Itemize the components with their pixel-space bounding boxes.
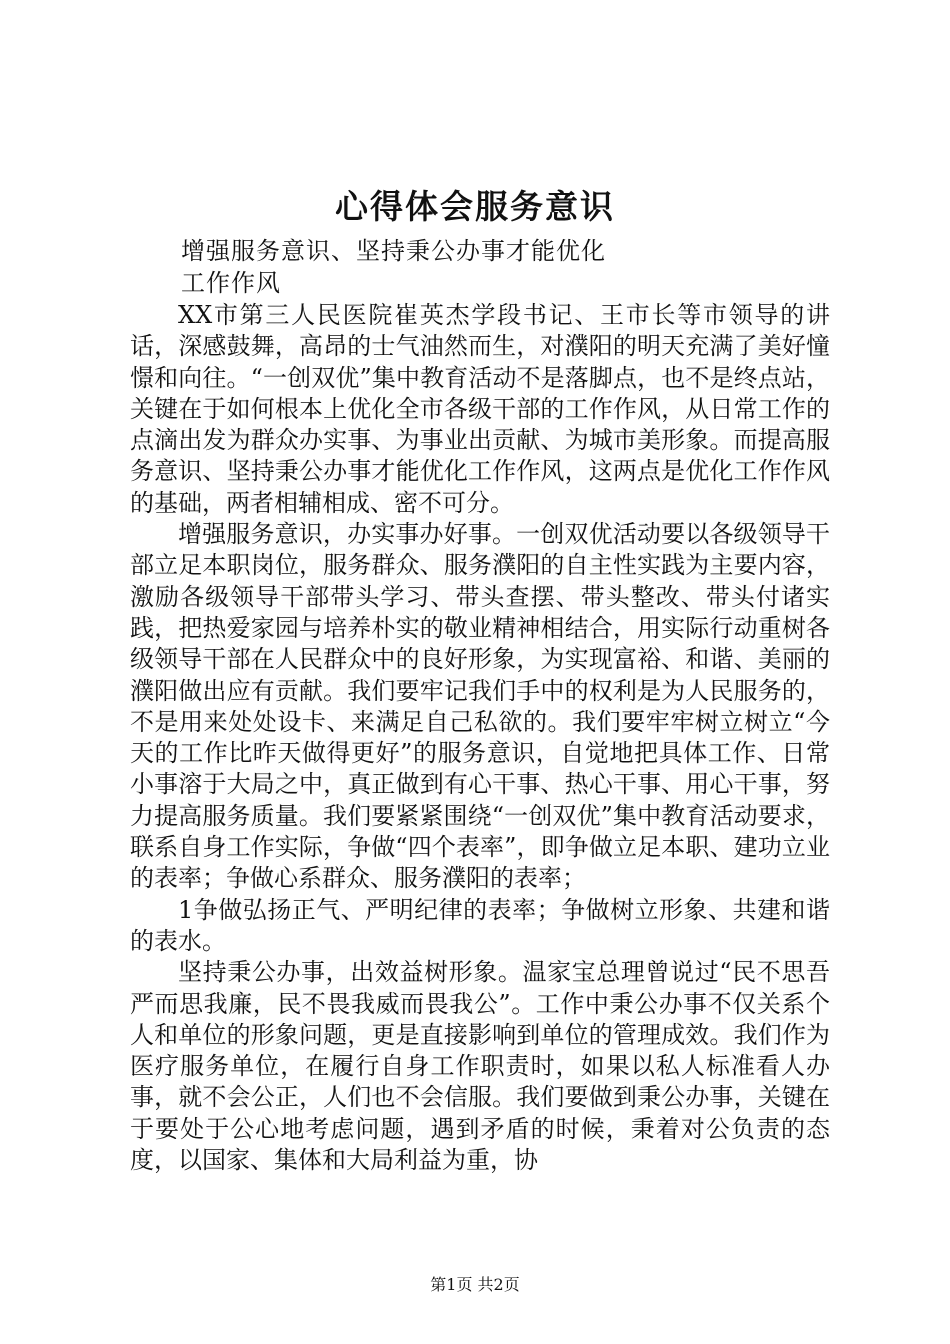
- document-subtitle: [181, 235, 701, 299]
- document-body: [130, 300, 830, 1176]
- subtitle-line-1: 增强服务意识、坚持秉公办事才能优化: [181, 237, 606, 265]
- paragraph-4: 坚持秉公办事，出效益树形象。温家宝总理曾说过“民不思吾严而思我廉，民不畏我威而畏我公”。工作中秉公办事不仅关系个人和单位的形象问题，更是直接影响到单位的管理成效。我们作为医疗服务单位，在履行自身工作职责时，如果以私人标准看人办事，就不会公正，人们也不会信服。我们要做到秉公办事，关键在于要处于公心地考虑问题，遇到矛盾的时候，秉着对公负责的态度，以国家、集体和大局利益为重，协: [130, 958, 830, 1175]
- paragraph-1: XX市第三人民医院崔英杰学段书记、王市长等市领导的讲话，深感鼓舞，高昂的士气油然而生，对濮阳的明天充满了美好憧憬和向往。“一创双优”集中教育活动不是落脚点，也不是终点站，关键在于如何根本上优化全市各级干部的工作作风，从日常工作的点滴出发为群众办实事、为事业出贡献、为城市美形象。而提高服务意识、坚持秉公办事才能优化工作作风，这两点是优化工作作风的基础，两者相辅相成、密不可分。: [130, 301, 830, 517]
- paragraph-2: 增强服务意识，办实事办好事。一创双优活动要以各级领导干部立足本职岗位，服务群众、服务濮阳的自主性实践为主要内容，激励各级领导干部带头学习、带头查摆、带头整改、带头付诸实践，把热爱家园与培养朴实的敬业精神相结合，用实际行动重树各级领导干部在人民群众中的良好形象，为实现富裕、和谐、美丽的濮阳做出应有贡献。我们要牢记我们手中的权利是为人民服务的，不是用来处处设卡、来满足自己私欲的。我们要牢牢树立树立“今天的工作比昨天做得更好”的服务意识，自觉地把具体工作、日常小事溶于大局之中，真正做到有心干事、热心干事、用心干事，努力提高服务质量。我们要紧紧围绕“一创双优”集中教育活动要求，联系自身工作实际，争做“四个表率”，即争做立足本职、建功立业的表率；争做心系群众、服务濮阳的表率；: [130, 520, 830, 893]
- paragraph-3: 1争做弘扬正气、严明纪律的表率；争做树立形象、共建和谐的表水。: [130, 895, 830, 955]
- document-title: 心得体会服务意识: [335, 187, 615, 226]
- subtitle-line-2: 工作作风: [181, 269, 281, 297]
- page-footer: 第1页 共2页: [430, 1275, 520, 1294]
